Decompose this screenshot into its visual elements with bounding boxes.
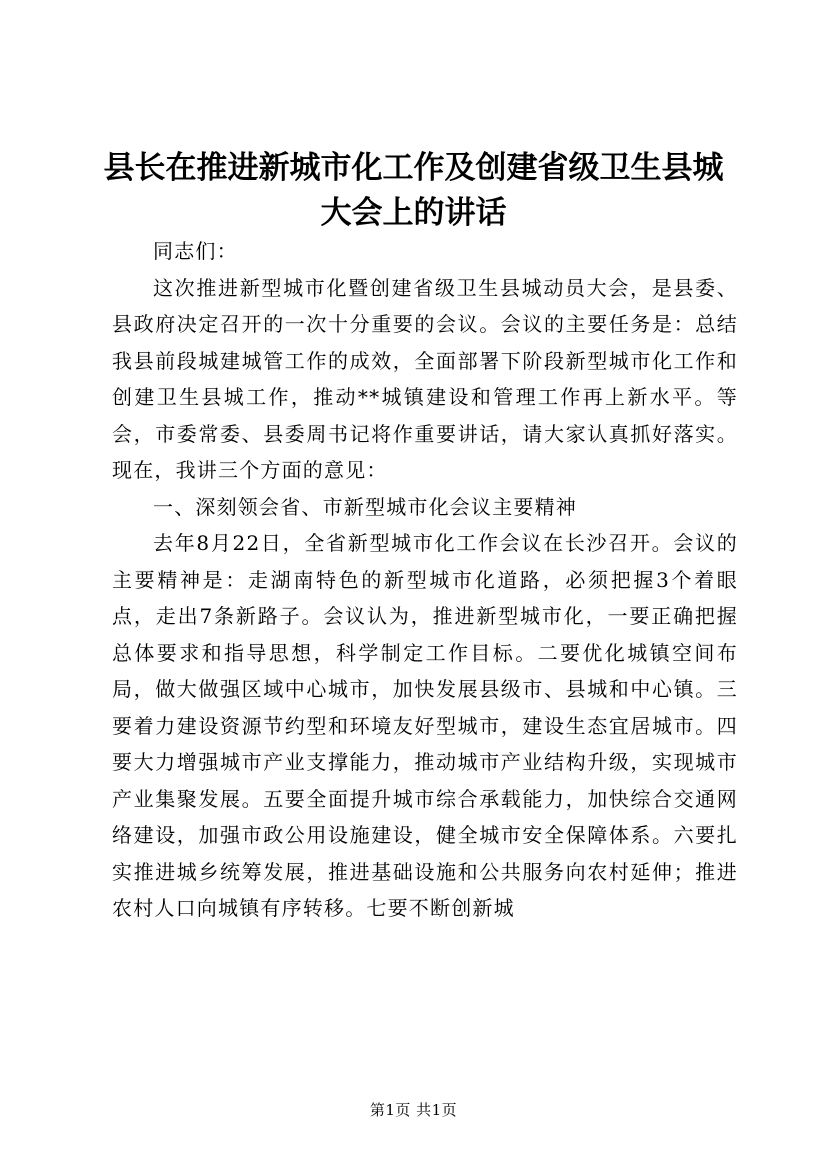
intro-paragraph: 这次推进新型城市化暨创建省级卫生县城动员大会，是县委、县政府决定召开的一次十分重要的会议。会议的主要任务是：总结我县前段城建城管工作的成效，全面部署下阶段新型城市化工作和创建卫生县城工作，推动**城镇建设和管理工作再上新水平。等会，市委常委、县委周书记将作重要讲话，请大家认真抓好落实。现在，我讲三个方面的意见： [112, 275, 738, 482]
page-number-footer: 第1页 共1页 [369, 1101, 458, 1119]
document-body [112, 233, 738, 927]
salutation-paragraph: 同志们： [153, 239, 238, 263]
section-heading: 一、深刻领会省、市新型城市化会议主要精神 [153, 494, 577, 519]
document-title: 县长在推进新城市化工作及创建省级卫生县城大会上的讲话 [103, 150, 724, 231]
body-paragraph: 去年8月22日，全省新型城市化工作会议在长沙召开。会议的主要精神是：走湖南特色的新型城市化道路，必须把握3个着眼点，走出7条新路子。会议认为，推进新型城市化，一要正确把握总体要求和指导思想，科学制定工作目标。二要优化城镇空间布局，做大做强区域中心城市，加快发展县级市、县城和中心镇。三要着力建设资源节约型和环境友好型城市，建设生态宜居城市。四要大力增强城市产业支撑能力，推动城市产业结构升级，实现城市产业集聚发展。五要全面提升城市综合承载能力，加快综合交通网络建设，加强市政公用设施建设，健全城市安全保障体系。六要扎实推进城乡统筹发展，推进基础设施和公共服务向农村延伸；推进农村人口向城镇有序转移。七要不断创新城 [112, 531, 738, 920]
